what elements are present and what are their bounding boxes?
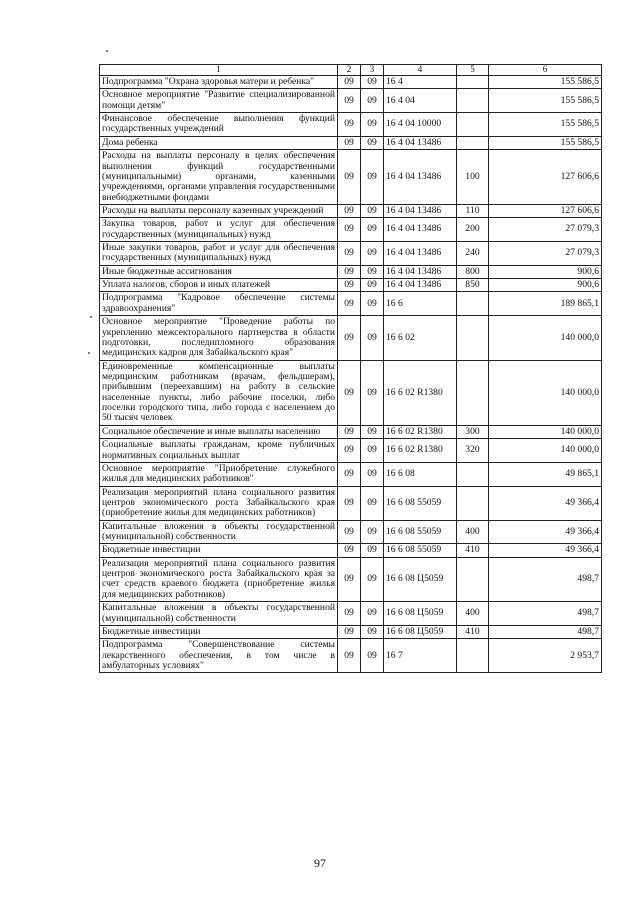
cell-subsection: 09 xyxy=(361,462,384,486)
budget-table xyxy=(99,64,602,673)
cell-name: Основное мероприятие "Проведение работы по укреплению межсекторального партнерства в области подготовки, последипломного образования медицинских кадров для Забайкальского края" xyxy=(100,316,338,360)
cell-amount: 49 865,1 xyxy=(489,462,602,486)
table-row xyxy=(100,602,602,626)
cell-target-code: 16 4 04 13486 xyxy=(384,218,457,242)
cell-name: Финансовое обеспечение выполнения функций государственных учреждений xyxy=(100,113,338,137)
cell-amount: 155 586,5 xyxy=(489,89,602,113)
table-row xyxy=(100,242,602,266)
cell-target-code: 16 6 02 R1380 xyxy=(384,425,457,438)
cell-subsection: 09 xyxy=(361,602,384,626)
table-row xyxy=(100,136,602,149)
cell-expense-type: 400 xyxy=(457,602,489,626)
header-col-6: 6 xyxy=(489,65,602,76)
cell-target-code: 16 4 04 10000 xyxy=(384,113,457,137)
table-row xyxy=(100,89,602,113)
cell-amount: 498,7 xyxy=(489,625,602,638)
cell-amount: 127 606,6 xyxy=(489,150,602,205)
cell-subsection: 09 xyxy=(361,292,384,316)
cell-subsection: 09 xyxy=(361,625,384,638)
cell-expense-type: 320 xyxy=(457,439,489,463)
cell-section: 09 xyxy=(338,292,361,316)
cell-name: Основное мероприятие "Приобретение служебного жилья для медицинских работников" xyxy=(100,462,338,486)
table-row xyxy=(100,462,602,486)
cell-subsection: 09 xyxy=(361,425,384,438)
cell-target-code: 16 6 08 55059 xyxy=(384,486,457,520)
cell-expense-type: 400 xyxy=(457,520,489,544)
cell-expense-type: 100 xyxy=(457,150,489,205)
cell-section: 09 xyxy=(338,89,361,113)
cell-subsection: 09 xyxy=(361,520,384,544)
cell-name: Капитальные вложения в объекты государственной (муниципальной) собственности xyxy=(100,520,338,544)
cell-expense-type: 200 xyxy=(457,218,489,242)
cell-expense-type: 410 xyxy=(457,544,489,557)
cell-subsection: 09 xyxy=(361,204,384,217)
table-row xyxy=(100,639,602,673)
header-col-4: 4 xyxy=(384,65,457,76)
cell-target-code: 16 6 02 R1380 xyxy=(384,360,457,425)
table-row xyxy=(100,316,602,360)
cell-target-code: 16 4 04 13486 xyxy=(384,279,457,292)
cell-name: Бюджетные инвестиции xyxy=(100,544,338,557)
cell-target-code: 16 4 04 13486 xyxy=(384,136,457,149)
cell-expense-type xyxy=(457,76,489,89)
cell-expense-type: 300 xyxy=(457,425,489,438)
cell-amount: 49 366,4 xyxy=(489,520,602,544)
cell-name: Расходы на выплаты персоналу в целях обеспечения выполнения функций государственными (муниципальными) органами, казенными учреждениями, органами управления государственными внебюджетными фондами xyxy=(100,150,338,205)
cell-section: 09 xyxy=(338,265,361,278)
cell-section: 09 xyxy=(338,360,361,425)
cell-target-code: 16 6 02 R1380 xyxy=(384,439,457,463)
cell-name: Иные закупки товаров, работ и услуг для обеспечения государственных (муниципальных) нужд xyxy=(100,242,338,266)
cell-target-code: 16 6 08 55059 xyxy=(384,520,457,544)
cell-section: 09 xyxy=(338,242,361,266)
cell-section: 09 xyxy=(338,76,361,89)
cell-subsection: 09 xyxy=(361,265,384,278)
cell-section: 09 xyxy=(338,602,361,626)
cell-section: 09 xyxy=(338,113,361,137)
cell-name: Социальные выплаты гражданам, кроме публичных нормативных социальных выплат xyxy=(100,439,338,463)
cell-expense-type xyxy=(457,639,489,673)
table-row xyxy=(100,204,602,217)
cell-amount: 140 000,0 xyxy=(489,439,602,463)
cell-name: Единовременные компенсационные выплаты медицинским работникам (врачам, фельдшерам), прибывшим (переехавшим) на работу в сельские населенные пункты, либо рабочие поселки, либо поселки городского типа, либо города с населением до 50 тысяч человек xyxy=(100,360,338,425)
cell-section: 09 xyxy=(338,279,361,292)
cell-amount: 49 366,4 xyxy=(489,486,602,520)
cell-amount: 27 079,3 xyxy=(489,218,602,242)
cell-target-code: 16 4 04 13486 xyxy=(384,265,457,278)
table-row xyxy=(100,625,602,638)
cell-section: 09 xyxy=(338,639,361,673)
cell-subsection: 09 xyxy=(361,76,384,89)
table-row xyxy=(100,218,602,242)
cell-section: 09 xyxy=(338,544,361,557)
cell-section: 09 xyxy=(338,557,361,601)
cell-section: 09 xyxy=(338,316,361,360)
cell-subsection: 09 xyxy=(361,279,384,292)
cell-name: Подпрограмма "Кадровое обеспечение системы здравоохранения" xyxy=(100,292,338,316)
cell-section: 09 xyxy=(338,439,361,463)
table-row xyxy=(100,520,602,544)
cell-target-code: 16 6 02 xyxy=(384,316,457,360)
cell-target-code: 16 6 xyxy=(384,292,457,316)
table-row xyxy=(100,292,602,316)
header-col-3: 3 xyxy=(361,65,384,76)
cell-target-code: 16 4 xyxy=(384,76,457,89)
cell-amount: 900,6 xyxy=(489,265,602,278)
cell-expense-type: 240 xyxy=(457,242,489,266)
table-row xyxy=(100,150,602,205)
table-row xyxy=(100,113,602,137)
cell-name: Основное мероприятие "Развитие специализированной помощи детям" xyxy=(100,89,338,113)
cell-target-code: 16 4 04 13486 xyxy=(384,150,457,205)
cell-expense-type: 800 xyxy=(457,265,489,278)
cell-expense-type: 410 xyxy=(457,625,489,638)
cell-target-code: 16 6 08 xyxy=(384,462,457,486)
cell-subsection: 09 xyxy=(361,136,384,149)
cell-section: 09 xyxy=(338,520,361,544)
cell-name: Социальное обеспечение и иные выплаты населению xyxy=(100,425,338,438)
cell-section: 09 xyxy=(338,150,361,205)
cell-subsection: 09 xyxy=(361,544,384,557)
table-row xyxy=(100,265,602,278)
cell-amount: 498,7 xyxy=(489,602,602,626)
cell-target-code: 16 4 04 13486 xyxy=(384,204,457,217)
cell-subsection: 09 xyxy=(361,639,384,673)
cell-amount: 155 586,5 xyxy=(489,76,602,89)
cell-amount: 155 586,5 xyxy=(489,136,602,149)
cell-amount: 498,7 xyxy=(489,557,602,601)
cell-expense-type xyxy=(457,462,489,486)
table-row xyxy=(100,76,602,89)
table-row xyxy=(100,425,602,438)
cell-target-code: 16 6 08 Ц5059 xyxy=(384,557,457,601)
table-row xyxy=(100,486,602,520)
cell-subsection: 09 xyxy=(361,316,384,360)
cell-amount: 189 865,1 xyxy=(489,292,602,316)
cell-name: Расходы на выплаты персоналу казенных учреждений xyxy=(100,204,338,217)
cell-expense-type xyxy=(457,292,489,316)
cell-amount: 140 000,0 xyxy=(489,316,602,360)
cell-target-code: 16 6 08 Ц5059 xyxy=(384,625,457,638)
cell-subsection: 09 xyxy=(361,218,384,242)
cell-section: 09 xyxy=(338,218,361,242)
cell-name: Реализация мероприятий плана социального развития центров экономического роста Забайкальского края за счет средств краевого бюджета (приобретение жилья для медицинских работников) xyxy=(100,557,338,601)
cell-expense-type: 110 xyxy=(457,204,489,217)
scan-speck xyxy=(88,352,90,354)
scan-speck xyxy=(106,50,108,52)
cell-section: 09 xyxy=(338,462,361,486)
cell-expense-type xyxy=(457,486,489,520)
cell-amount: 140 000,0 xyxy=(489,425,602,438)
table-body xyxy=(100,76,602,673)
cell-section: 09 xyxy=(338,204,361,217)
cell-name: Реализация мероприятий плана социального развития центров экономического роста Забайкальского края (приобретение жилья для медицинских работников) xyxy=(100,486,338,520)
cell-subsection: 09 xyxy=(361,439,384,463)
cell-subsection: 09 xyxy=(361,150,384,205)
table-row xyxy=(100,279,602,292)
cell-section: 09 xyxy=(338,425,361,438)
cell-name: Капитальные вложения в объекты государственной (муниципальной) собственности xyxy=(100,602,338,626)
cell-target-code: 16 7 xyxy=(384,639,457,673)
cell-expense-type: 850 xyxy=(457,279,489,292)
cell-expense-type xyxy=(457,316,489,360)
cell-amount: 155 586,5 xyxy=(489,113,602,137)
table-row xyxy=(100,557,602,601)
table-row xyxy=(100,360,602,425)
cell-subsection: 09 xyxy=(361,89,384,113)
cell-expense-type xyxy=(457,557,489,601)
cell-amount: 127 606,6 xyxy=(489,204,602,217)
cell-name: Иные бюджетные ассигнования xyxy=(100,265,338,278)
cell-name: Подпрограмма "Совершенствование системы лекарственного обеспечения, в том числе в амбулаторных условиях" xyxy=(100,639,338,673)
header-col-5: 5 xyxy=(457,65,489,76)
cell-amount: 2 953,7 xyxy=(489,639,602,673)
cell-amount: 27 079,3 xyxy=(489,242,602,266)
cell-expense-type xyxy=(457,136,489,149)
cell-subsection: 09 xyxy=(361,486,384,520)
header-col-2: 2 xyxy=(338,65,361,76)
cell-target-code: 16 4 04 xyxy=(384,89,457,113)
cell-name: Уплата налогов, сборов и иных платежей xyxy=(100,279,338,292)
cell-target-code: 16 6 08 Ц5059 xyxy=(384,602,457,626)
cell-name: Закупка товаров, работ и услуг для обеспечения государственных (муниципальных) нужд xyxy=(100,218,338,242)
cell-expense-type xyxy=(457,113,489,137)
cell-subsection: 09 xyxy=(361,557,384,601)
cell-amount: 140 000,0 xyxy=(489,360,602,425)
table-header-row xyxy=(100,65,602,76)
cell-subsection: 09 xyxy=(361,242,384,266)
table-row xyxy=(100,439,602,463)
cell-section: 09 xyxy=(338,486,361,520)
cell-target-code: 16 4 04 13486 xyxy=(384,242,457,266)
cell-name: Бюджетные инвестиции xyxy=(100,625,338,638)
cell-name: Подпрограмма "Охрана здоровья матери и ребенка" xyxy=(100,76,338,89)
cell-section: 09 xyxy=(338,136,361,149)
cell-expense-type xyxy=(457,360,489,425)
table-row xyxy=(100,544,602,557)
scan-speck xyxy=(90,316,92,318)
page-number: 97 xyxy=(314,856,326,870)
cell-expense-type xyxy=(457,89,489,113)
cell-amount: 900,6 xyxy=(489,279,602,292)
cell-section: 09 xyxy=(338,625,361,638)
cell-target-code: 16 6 08 55059 xyxy=(384,544,457,557)
header-col-1: 1 xyxy=(100,65,338,76)
cell-subsection: 09 xyxy=(361,360,384,425)
cell-subsection: 09 xyxy=(361,113,384,137)
cell-name: Дома ребенка xyxy=(100,136,338,149)
cell-amount: 49 366,4 xyxy=(489,544,602,557)
